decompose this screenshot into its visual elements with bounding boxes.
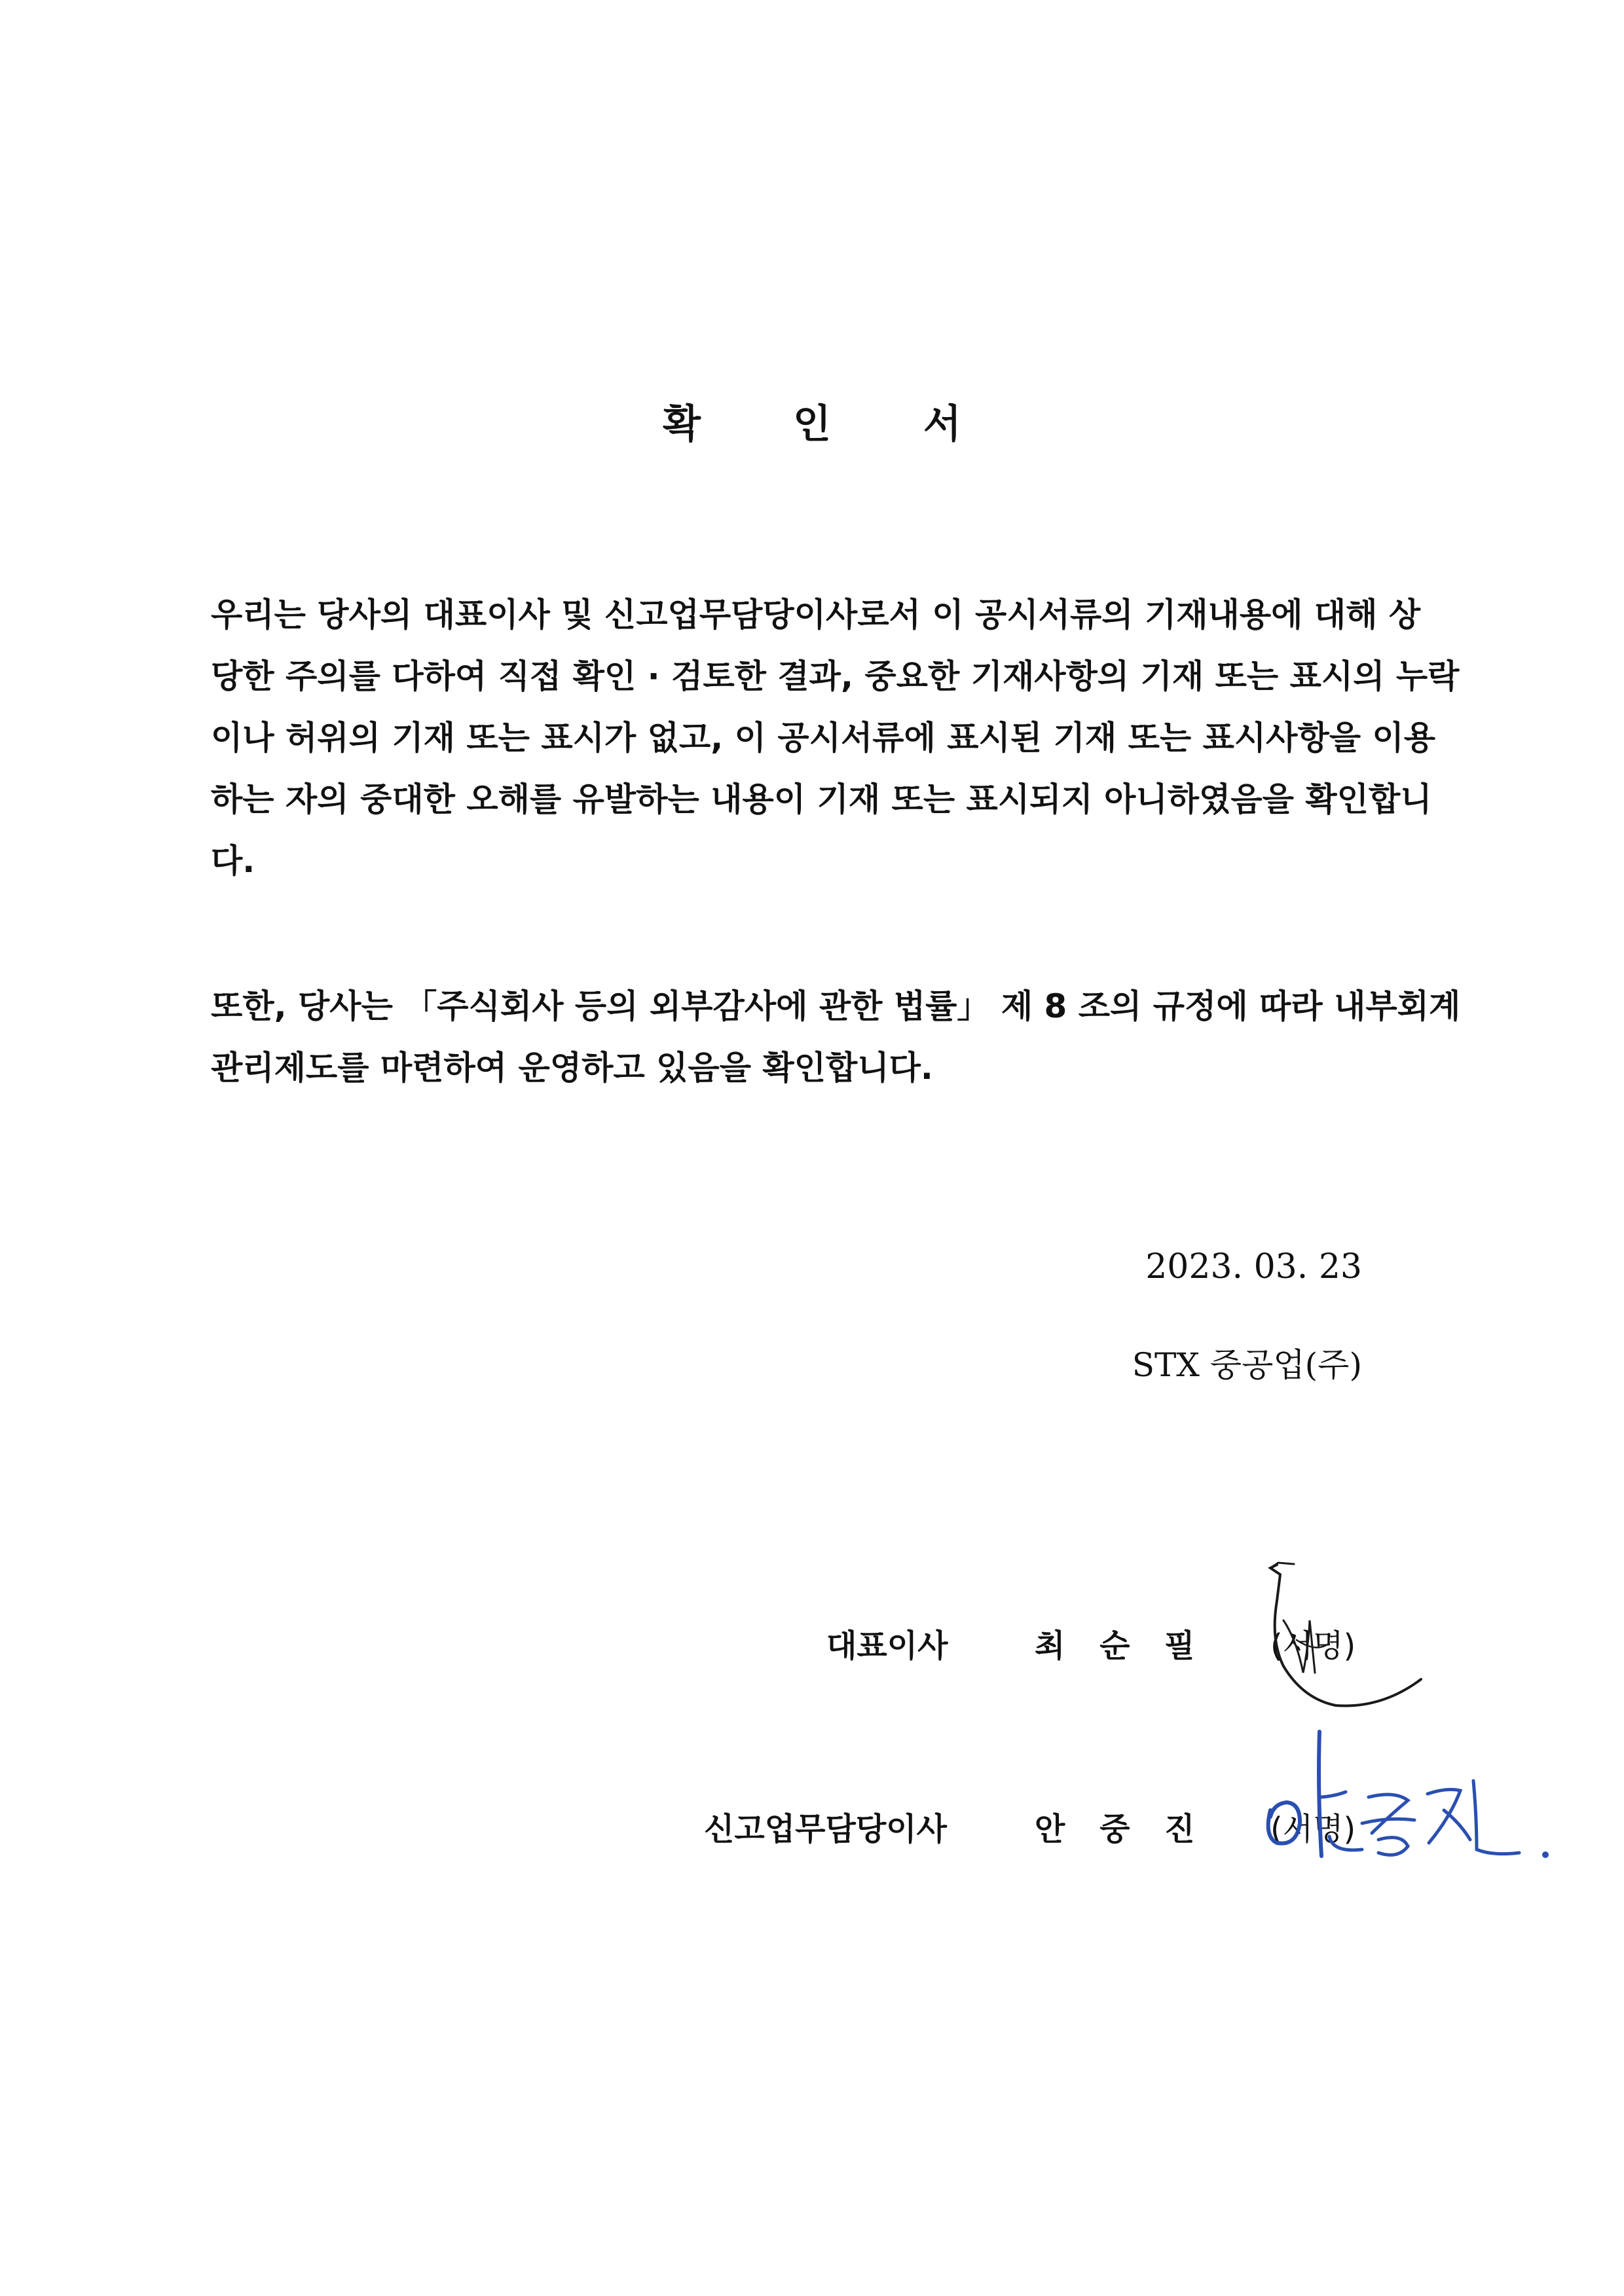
paragraph-line: 하는 자의 중대한 오해를 유발하는 내용이 기재 또는 표시되지 아니하였음을 확인합니	[211, 780, 1432, 818]
paragraph-line: 우리는 당사의 대표이사 및 신고업무담당이사로서 이 공시서류의 기재내용에 대해 상	[211, 596, 1421, 634]
confirmation-paragraph	[211, 584, 1460, 892]
paragraph-line: 당한 주의를 다하여 직접 확인 · 검토한 결과, 중요한 기재사항의 기재 또는 표시의 누락	[211, 657, 1460, 695]
paragraph-line: 또한, 당사는 「주식회사 등의 외부감사에 관한 법률」 제 8 조의 규정에 따라 내부회계	[211, 987, 1461, 1025]
paragraph-line: 다.	[211, 842, 255, 880]
handwritten-signature-ceo	[1231, 1548, 1480, 1745]
company-name: STX 중공업(주)	[1132, 1346, 1362, 1384]
signatory-name: 안 중 진	[1035, 1811, 1207, 1848]
signature-placeholder: (서명)	[1270, 1628, 1356, 1664]
paragraph-line: 이나 허위의 기재 또는 표시가 없고, 이 공시서류에 표시된 기재 또는 표시사항을 이용	[211, 719, 1436, 757]
signatory-row-ceo	[0, 1620, 1624, 1699]
document-date: 2023. 03. 23	[1145, 1247, 1362, 1286]
signatory-role: 신고업무담당이사	[704, 1811, 947, 1848]
signature-placeholder: (서명)	[1270, 1811, 1356, 1848]
paragraph-line: 관리제도를 마련하여 운영하고 있음을 확인합니다.	[211, 1049, 933, 1087]
signatory-name: 최 순 필	[1035, 1628, 1207, 1664]
internal-control-paragraph	[211, 975, 1461, 1099]
handwritten-signature-director	[1257, 1719, 1559, 1889]
document-title: 확 인 서	[663, 401, 1001, 447]
signatory-row-disclosure-director	[0, 1804, 1624, 1882]
signatory-role: 대표이사	[826, 1628, 948, 1664]
